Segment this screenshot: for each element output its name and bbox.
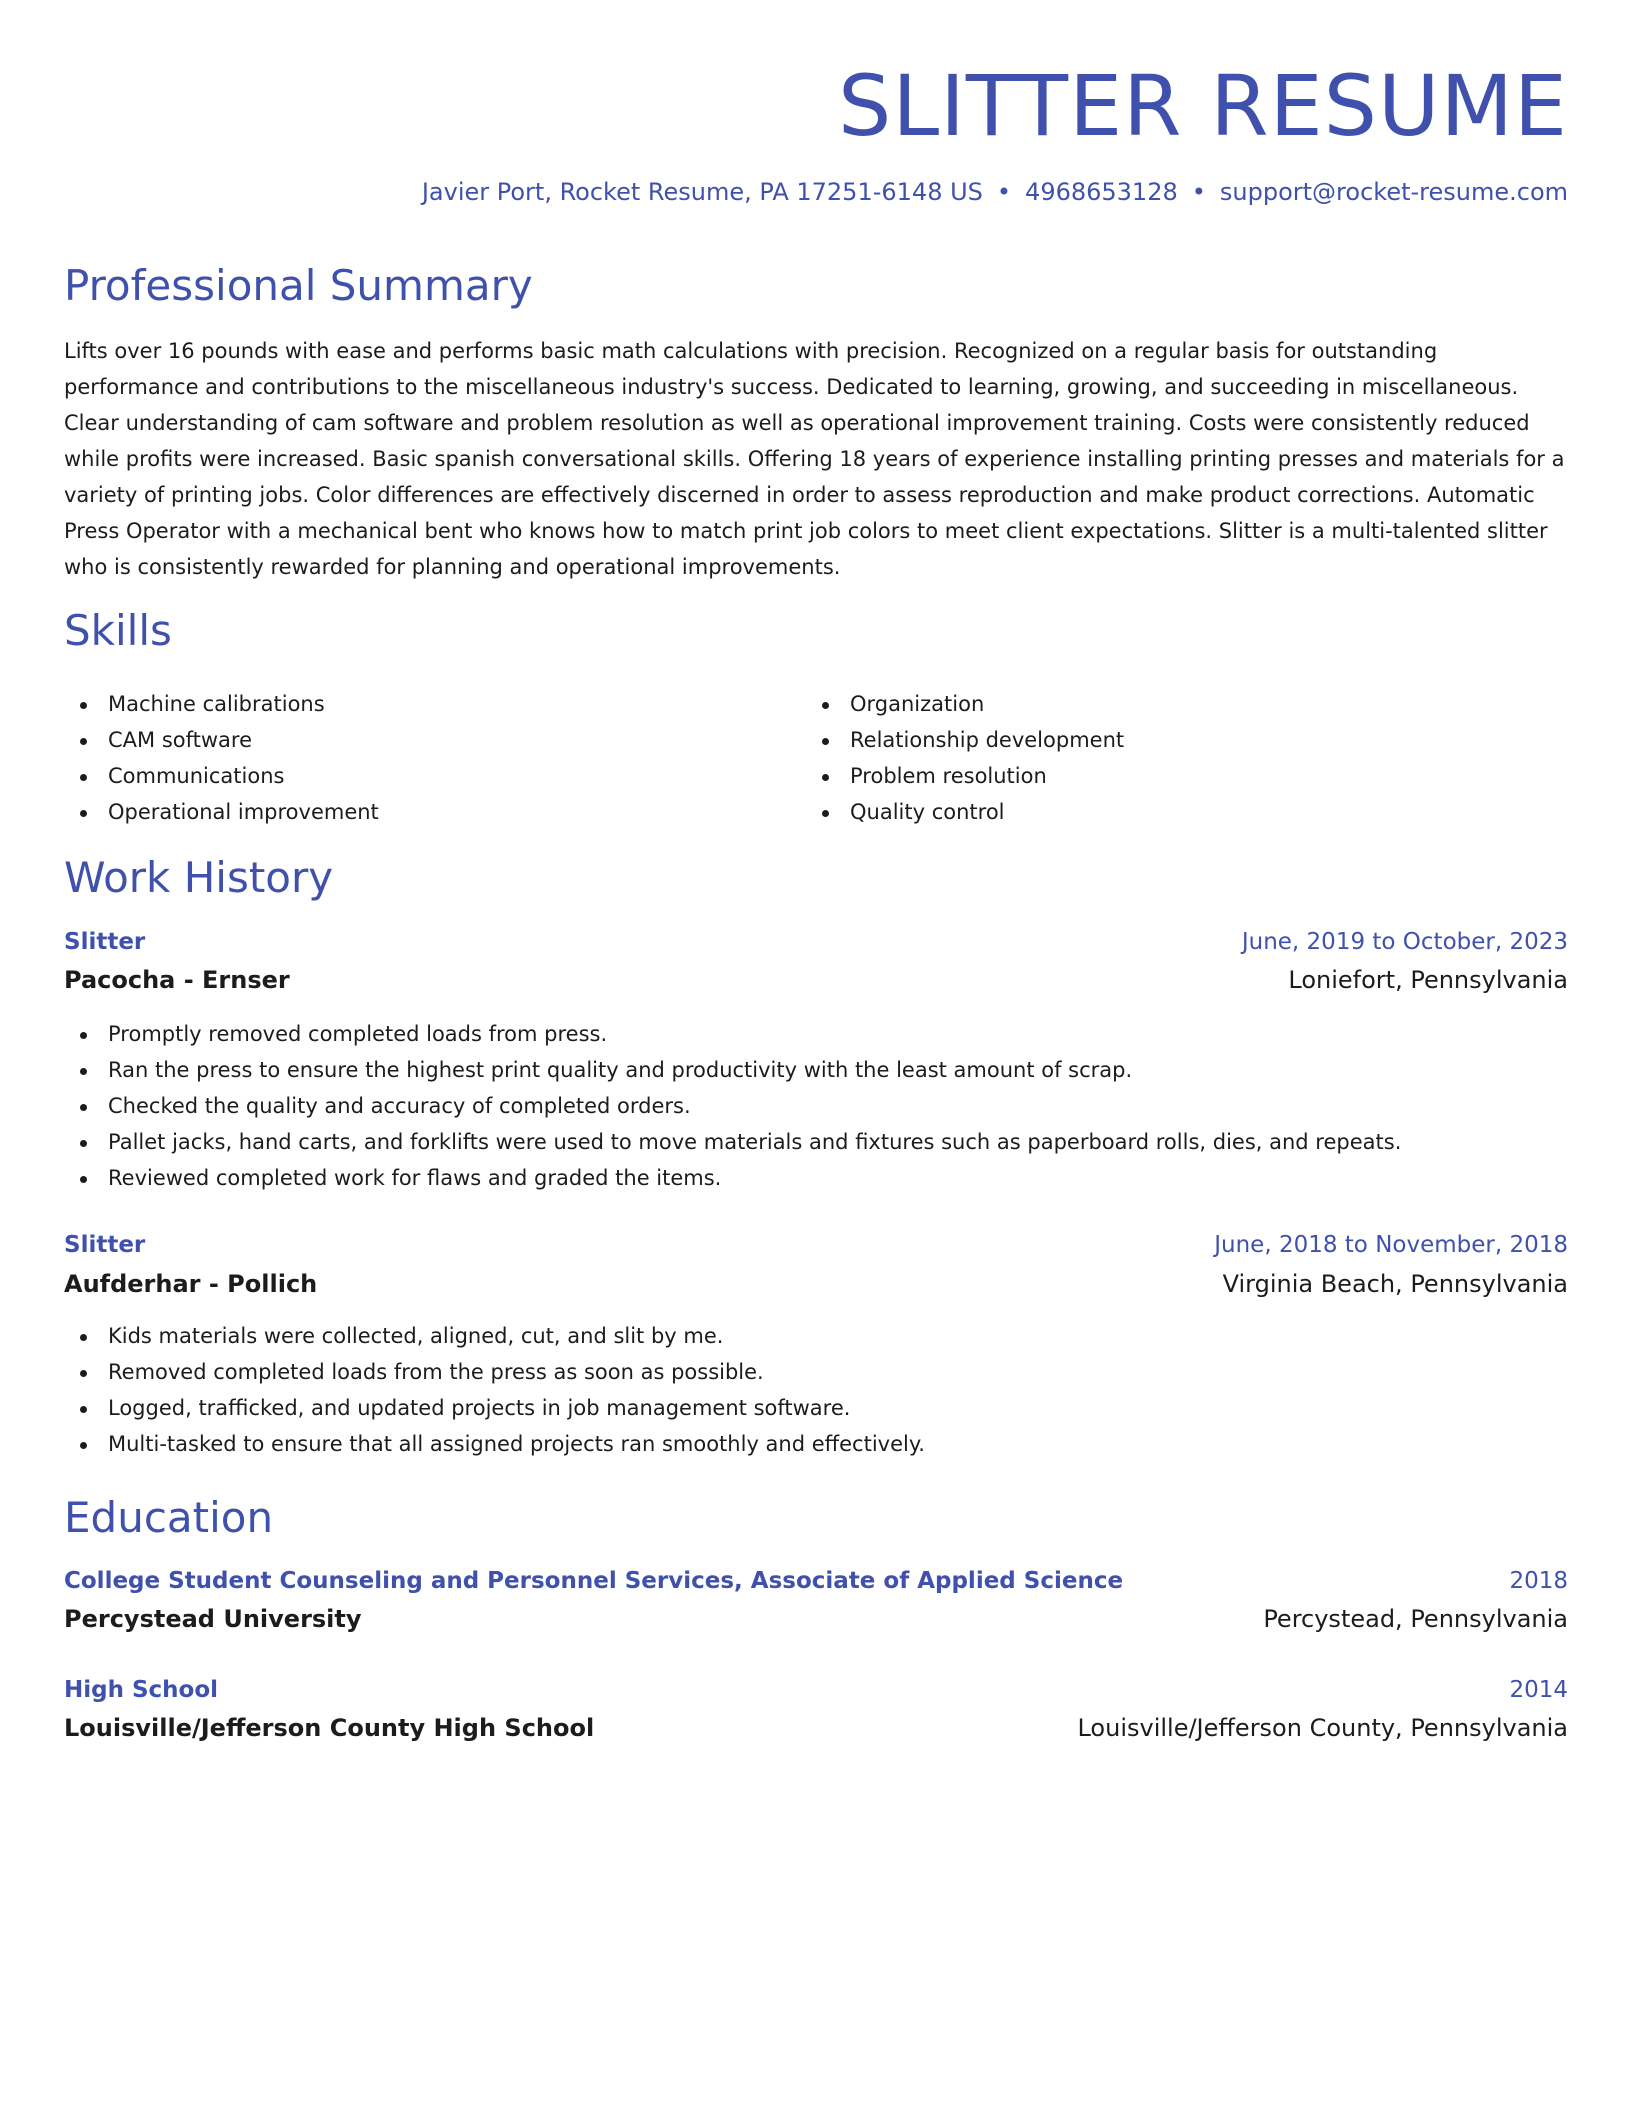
contact-phone[interactable]: 4968653128 — [1025, 178, 1178, 206]
job-company-row — [64, 964, 1568, 996]
section-title-summary: Professional Summary — [64, 261, 533, 310]
section-title-skills: Skills — [64, 606, 172, 655]
job-duty: Pallet jacks, hand carts, and forklifts were used to move materials and fixtures such as paperboard rolls, dies, and repeats. — [64, 1124, 1568, 1160]
job-company: Aufderhar - Pollich — [64, 1270, 318, 1298]
job-position: Slitter — [64, 929, 146, 955]
education-location: Percystead, Pennsylvania — [1263, 1605, 1568, 1633]
contact-separator: • — [1191, 178, 1206, 206]
skills-column-right — [806, 686, 1548, 830]
job-title-row — [64, 926, 1568, 958]
skill-item: Quality control — [806, 794, 1548, 830]
job-duty: Reviewed completed work for flaws and graded the items. — [64, 1160, 1568, 1196]
job-company-row — [64, 1268, 1568, 1300]
job-duties-list — [64, 1016, 1568, 1196]
job-company: Pacocha - Ernser — [64, 966, 290, 994]
skill-item: Organization — [806, 686, 1548, 722]
job-dates: June, 2018 to November, 2018 — [1214, 1232, 1568, 1258]
job-duties-list — [64, 1318, 1568, 1462]
education-year: 2014 — [1509, 1677, 1568, 1703]
education-degree: College Student Counseling and Personnel Services, Associate of Applied Science — [64, 1568, 1124, 1594]
skill-item: Machine calibrations — [64, 686, 806, 722]
job-duty: Removed completed loads from the press as soon as possible. — [64, 1354, 1568, 1390]
skill-item: CAM software — [64, 722, 806, 758]
summary-text: Lifts over 16 pounds with ease and performs basic math calculations with precision. Recognized on a regular basis for outstanding performance and contributions to the miscellaneous industry's success. Dedicated to learning, growing, and succeeding in miscellaneous. Clear understanding of cam software and problem resolution as well as operational improvement training. Costs were consistently reduced while profits were increased. Basic spanish conversational skills. Offering 18 years of experience installing printing presses and materials for a variety of printing jobs. Color differences are effectively discerned in order to assess reproduction and make product corrections. Automatic Press Operator with a mechanical bent who knows how to match print job colors to meet client expectations. Slitter is a multi-talented slitter who is consistently rewarded for planning and operational improvements. — [64, 339, 1565, 579]
job-duty: Logged, trafficked, and updated projects in job management software. — [64, 1390, 1568, 1426]
education-year: 2018 — [1509, 1568, 1568, 1594]
job-position: Slitter — [64, 1232, 146, 1258]
job-duty: Checked the quality and accuracy of completed orders. — [64, 1088, 1568, 1124]
education-degree: High School — [64, 1677, 219, 1703]
skills-list — [64, 686, 1568, 830]
contact-line — [422, 176, 1568, 208]
resume-header — [64, 56, 1568, 156]
job-title-row — [64, 1229, 1568, 1261]
education-title-row — [64, 1674, 1568, 1706]
job-duty: Kids materials were collected, aligned, cut, and slit by me. — [64, 1318, 1568, 1354]
job-dates: June, 2019 to October, 2023 — [1241, 929, 1568, 955]
skills-column-left — [64, 686, 806, 830]
job-location: Loniefort, Pennsylvania — [1288, 966, 1568, 994]
section-title-education: Education — [64, 1493, 274, 1542]
section-title-work-history: Work History — [64, 853, 334, 902]
resume-name: SLITTER RESUME — [838, 57, 1568, 155]
job-duty: Multi-tasked to ensure that all assigned projects ran smoothly and effectively. — [64, 1426, 1568, 1462]
skill-item: Operational improvement — [64, 794, 806, 830]
skill-item: Communications — [64, 758, 806, 794]
contact-email[interactable]: support@rocket-resume.com — [1219, 178, 1568, 206]
education-school: Louisville/Jefferson County High School — [64, 1714, 595, 1742]
skill-item: Relationship development — [806, 722, 1548, 758]
education-school: Percystead University — [64, 1605, 362, 1633]
job-location: Virginia Beach, Pennsylvania — [1222, 1270, 1568, 1298]
education-title-row — [64, 1565, 1568, 1597]
education-school-row — [64, 1603, 1568, 1635]
contact-separator: • — [996, 178, 1012, 206]
skill-item: Problem resolution — [806, 758, 1548, 794]
education-location: Louisville/Jefferson County, Pennsylvania — [1077, 1714, 1568, 1742]
job-duty: Ran the press to ensure the highest print quality and productivity with the least amount of scrap. — [64, 1052, 1568, 1088]
education-school-row — [64, 1712, 1568, 1744]
contact-address: Javier Port, Rocket Resume, PA 17251-6148 US — [421, 178, 983, 206]
job-duty: Promptly removed completed loads from press. — [64, 1016, 1568, 1052]
